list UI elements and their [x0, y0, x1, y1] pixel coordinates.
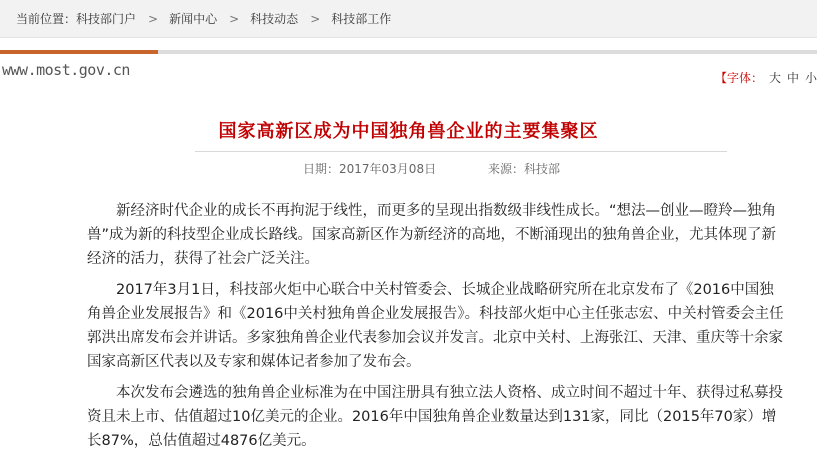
header-divider	[0, 50, 817, 54]
breadcrumb-label: 当前位置：	[16, 12, 77, 26]
font-size-large[interactable]: 大	[768, 71, 781, 85]
article-paragraph: 本次发布会遴选的独角兽企业标准为在中国注册具有独立法人资格、成立时间不超过十年、获得过私募投资且未上市、估值超过10亿美元的企业。2016年中国独角兽企业数量达到131家，同比（2015年70家）增长87%，总估值超过4876亿美元。	[87, 385, 783, 449]
article-title: 国家高新区成为中国独角兽企业的主要集聚区	[218, 121, 599, 142]
article-source: 来源：科技部	[488, 162, 561, 176]
font-size-label: 【字体：	[714, 71, 763, 85]
title-divider	[195, 151, 727, 152]
breadcrumb	[0, 0, 817, 38]
site-url: www.most.gov.cn	[2, 61, 130, 79]
font-size-medium[interactable]: 中	[786, 71, 799, 85]
article-paragraph: 2017年3月1日，科技部火炬中心联合中关村管委会、长城企业战略研究所在北京发布了《2016中国独角兽企业发展报告》和《2016中关村独角兽企业发展报告》。科技部火炬中心主任张志宏、中关村管委会主任郭洪出席发布会并讲话。多家独角兽企业代表参加会议并发言。北京中关村、上海张江、天津、重庆等十余家国家高新区代表以及专家和媒体记者参加了发布会。	[87, 282, 784, 370]
breadcrumb-link-news-center[interactable]: 新闻中心	[169, 12, 218, 26]
article-paragraph: 新经济时代企业的成长不再拘泥于线性，而更多的呈现出指数级非线性成长。“想法—创业—瞪羚—独角兽”成为新的科技型企业成长路线。国家高新区作为新经济的高地，不断涌现出的独角兽企业，尤其体现了新经济的活力，获得了社会广泛关注。	[87, 203, 777, 267]
breadcrumb-link-ministry-work[interactable]: 科技部工作	[331, 12, 392, 26]
article-date: 日期：2017年03月08日	[303, 162, 437, 176]
font-size-control	[715, 69, 817, 86]
breadcrumb-link-portal[interactable]: 科技部门户	[76, 12, 137, 26]
breadcrumb-link-tech-news[interactable]: 科技动态	[250, 12, 299, 26]
chevron-right-icon: >	[229, 11, 240, 26]
article-body	[87, 199, 787, 460]
font-size-small[interactable]: 小	[804, 71, 817, 85]
chevron-right-icon: >	[148, 11, 159, 26]
header-divider-accent	[0, 50, 158, 54]
chevron-right-icon: >	[310, 11, 321, 26]
